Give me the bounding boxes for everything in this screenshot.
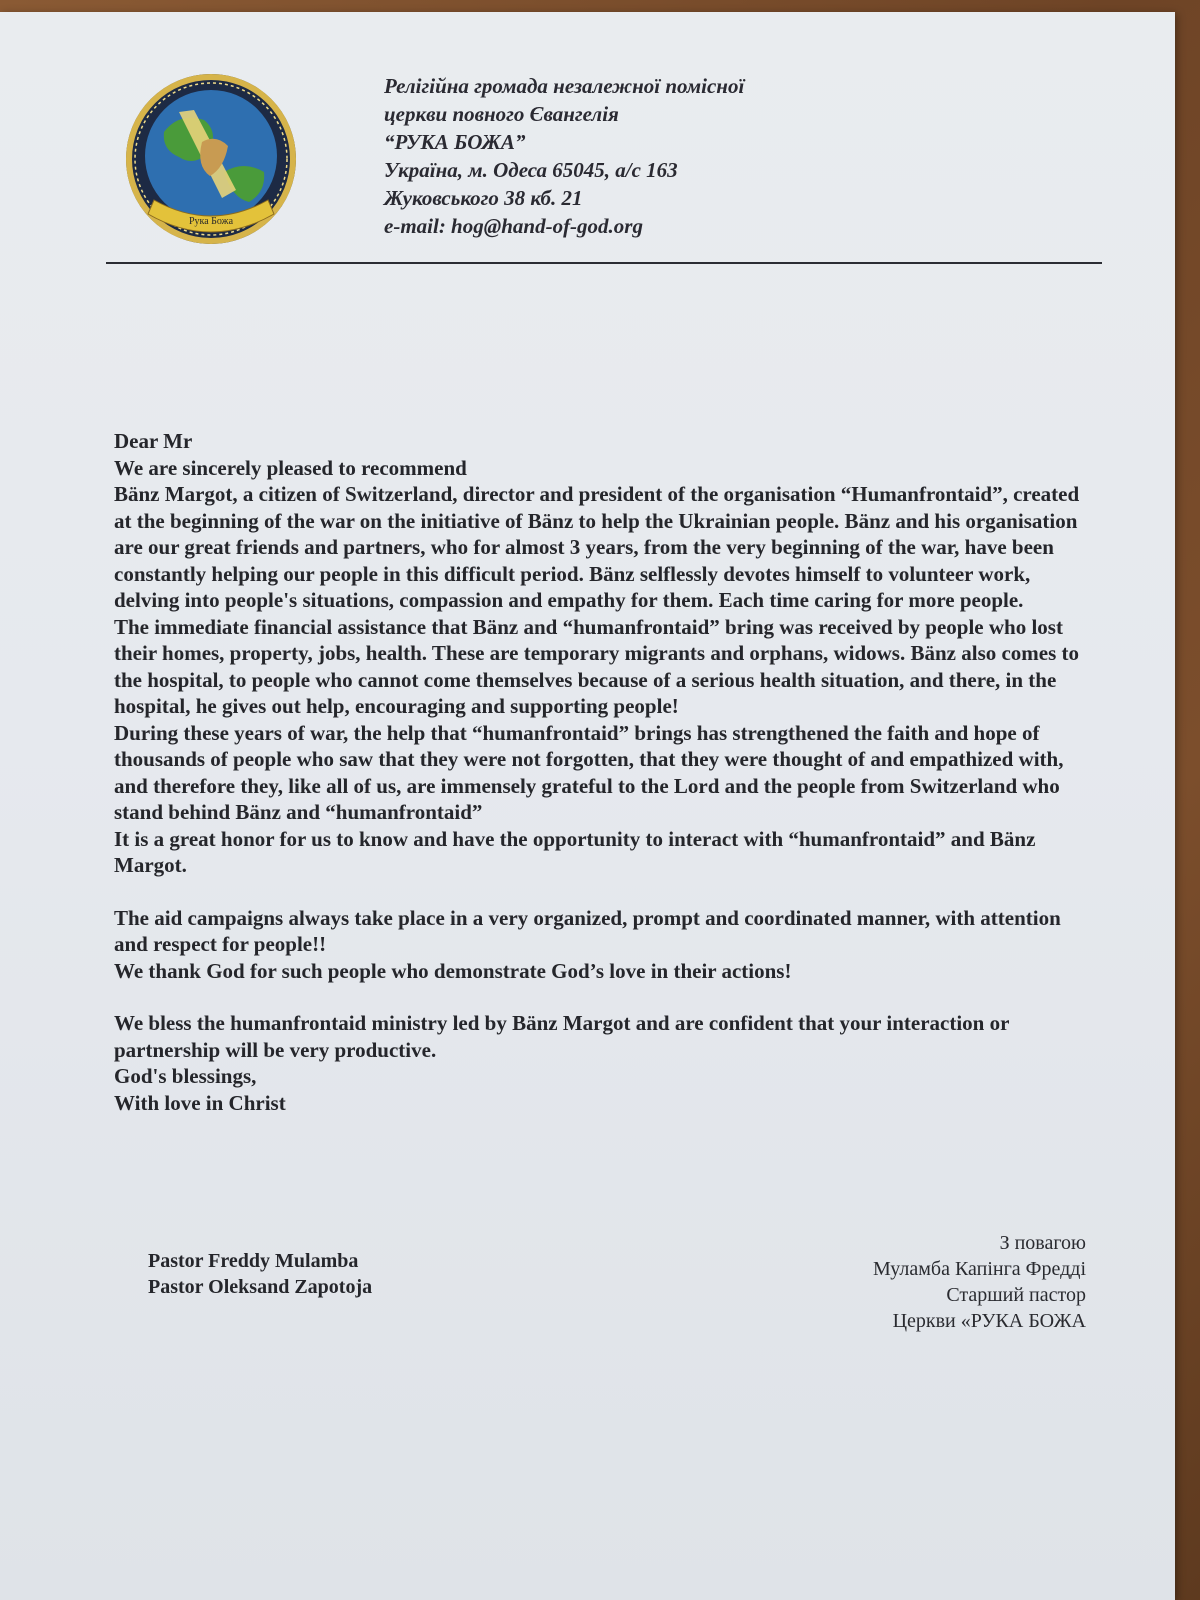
letter-page [0, 12, 1175, 1600]
letter-paragraph: The aid campaigns always take place in a very organized, prompt and coordinated manner, with attention and respect for people!! [114, 905, 1061, 956]
letter-paragraph: It is a great honor for us to know and have the opportunity to interact with “humanfrontaid” and Bänz Margot. [114, 826, 1036, 877]
church-emblem-icon [124, 72, 298, 246]
signature-block-right [760, 1230, 1086, 1334]
letterhead [384, 72, 944, 240]
letter-paragraph: During these years of war, the help that “humanfrontaid” brings has strengthened the faith and hope of thousands of people who saw that they were not forgotten, that they were thought of and empathized with, and therefore they, like all of us, are immensely grateful to the Lord and the people from Switzerland who stand behind Bänz and “humanfrontaid” [114, 720, 1064, 824]
signature-line: Церкви «РУКА БОЖА [892, 1310, 1086, 1332]
letterhead-line: церкви повного Євангелія [384, 102, 619, 126]
logo-banner-text: Рука Божа [188, 216, 234, 227]
letterhead-line: Україна, м. Одеса 65045, а/с 163 [384, 158, 678, 182]
letter-paragraph: We thank God for such people who demonstrate God’s love in their actions! [114, 958, 792, 983]
signatory-name: Pastor Freddy Mulamba [148, 1250, 359, 1272]
signature-line: Муламба Капінга Фредді [872, 1258, 1086, 1280]
letter-paragraph: The immediate financial assistance that Bänz and “humanfrontaid” bring was received by people who lost their homes, property, jobs, health. These are temporary migrants and orphans, widows. Bänz also comes to the hospital, to people who cannot come themselves because of a serious health situation, and there, in the hospital, he gives out help, encouraging and supporting people! [114, 614, 1080, 718]
closing-line: With love in Christ [114, 1090, 286, 1115]
letterhead-line: Релігійна громада незалежної помісної [384, 74, 745, 98]
signatory-name: Pastor Oleksand Zapotoja [148, 1276, 373, 1298]
letter-body [114, 428, 1094, 1116]
salutation: Dear Mr [114, 429, 193, 453]
signature-line: Старший пастор [946, 1284, 1086, 1306]
letter-paragraph: We bless the humanfrontaid ministry led by Bänz Margot and are confident that your interaction or partnership will be very productive. [114, 1011, 1010, 1062]
signature-line: З повагою [999, 1232, 1086, 1254]
letterhead-line: “РУКА БОЖА” [384, 130, 526, 154]
letter-paragraph: Bänz Margot, a citizen of Switzerland, director and president of the organisation “Humanfrontaid”, created at the beginning of the war on the initiative of Bänz to help the Ukrainian people. Bänz and his organisation are our great friends and partners, who for almost 3 years, from the very beginning of the war, have been constantly helping our people in this difficult period. Bänz selflessly devotes himself to volunteer work, delving into people's situations, compassion and empathy for them. Each time caring for more people. [114, 482, 1080, 612]
signature-block-left [148, 1248, 568, 1300]
header-divider [106, 262, 1102, 264]
letterhead-email: e-mail: hog@hand-of-god.org [384, 214, 643, 238]
letterhead-line: Жуковського 38 кб. 21 [384, 186, 583, 210]
closing-line: God's blessings, [114, 1064, 257, 1088]
letter-paragraph: We are sincerely pleased to recommend [114, 455, 467, 480]
